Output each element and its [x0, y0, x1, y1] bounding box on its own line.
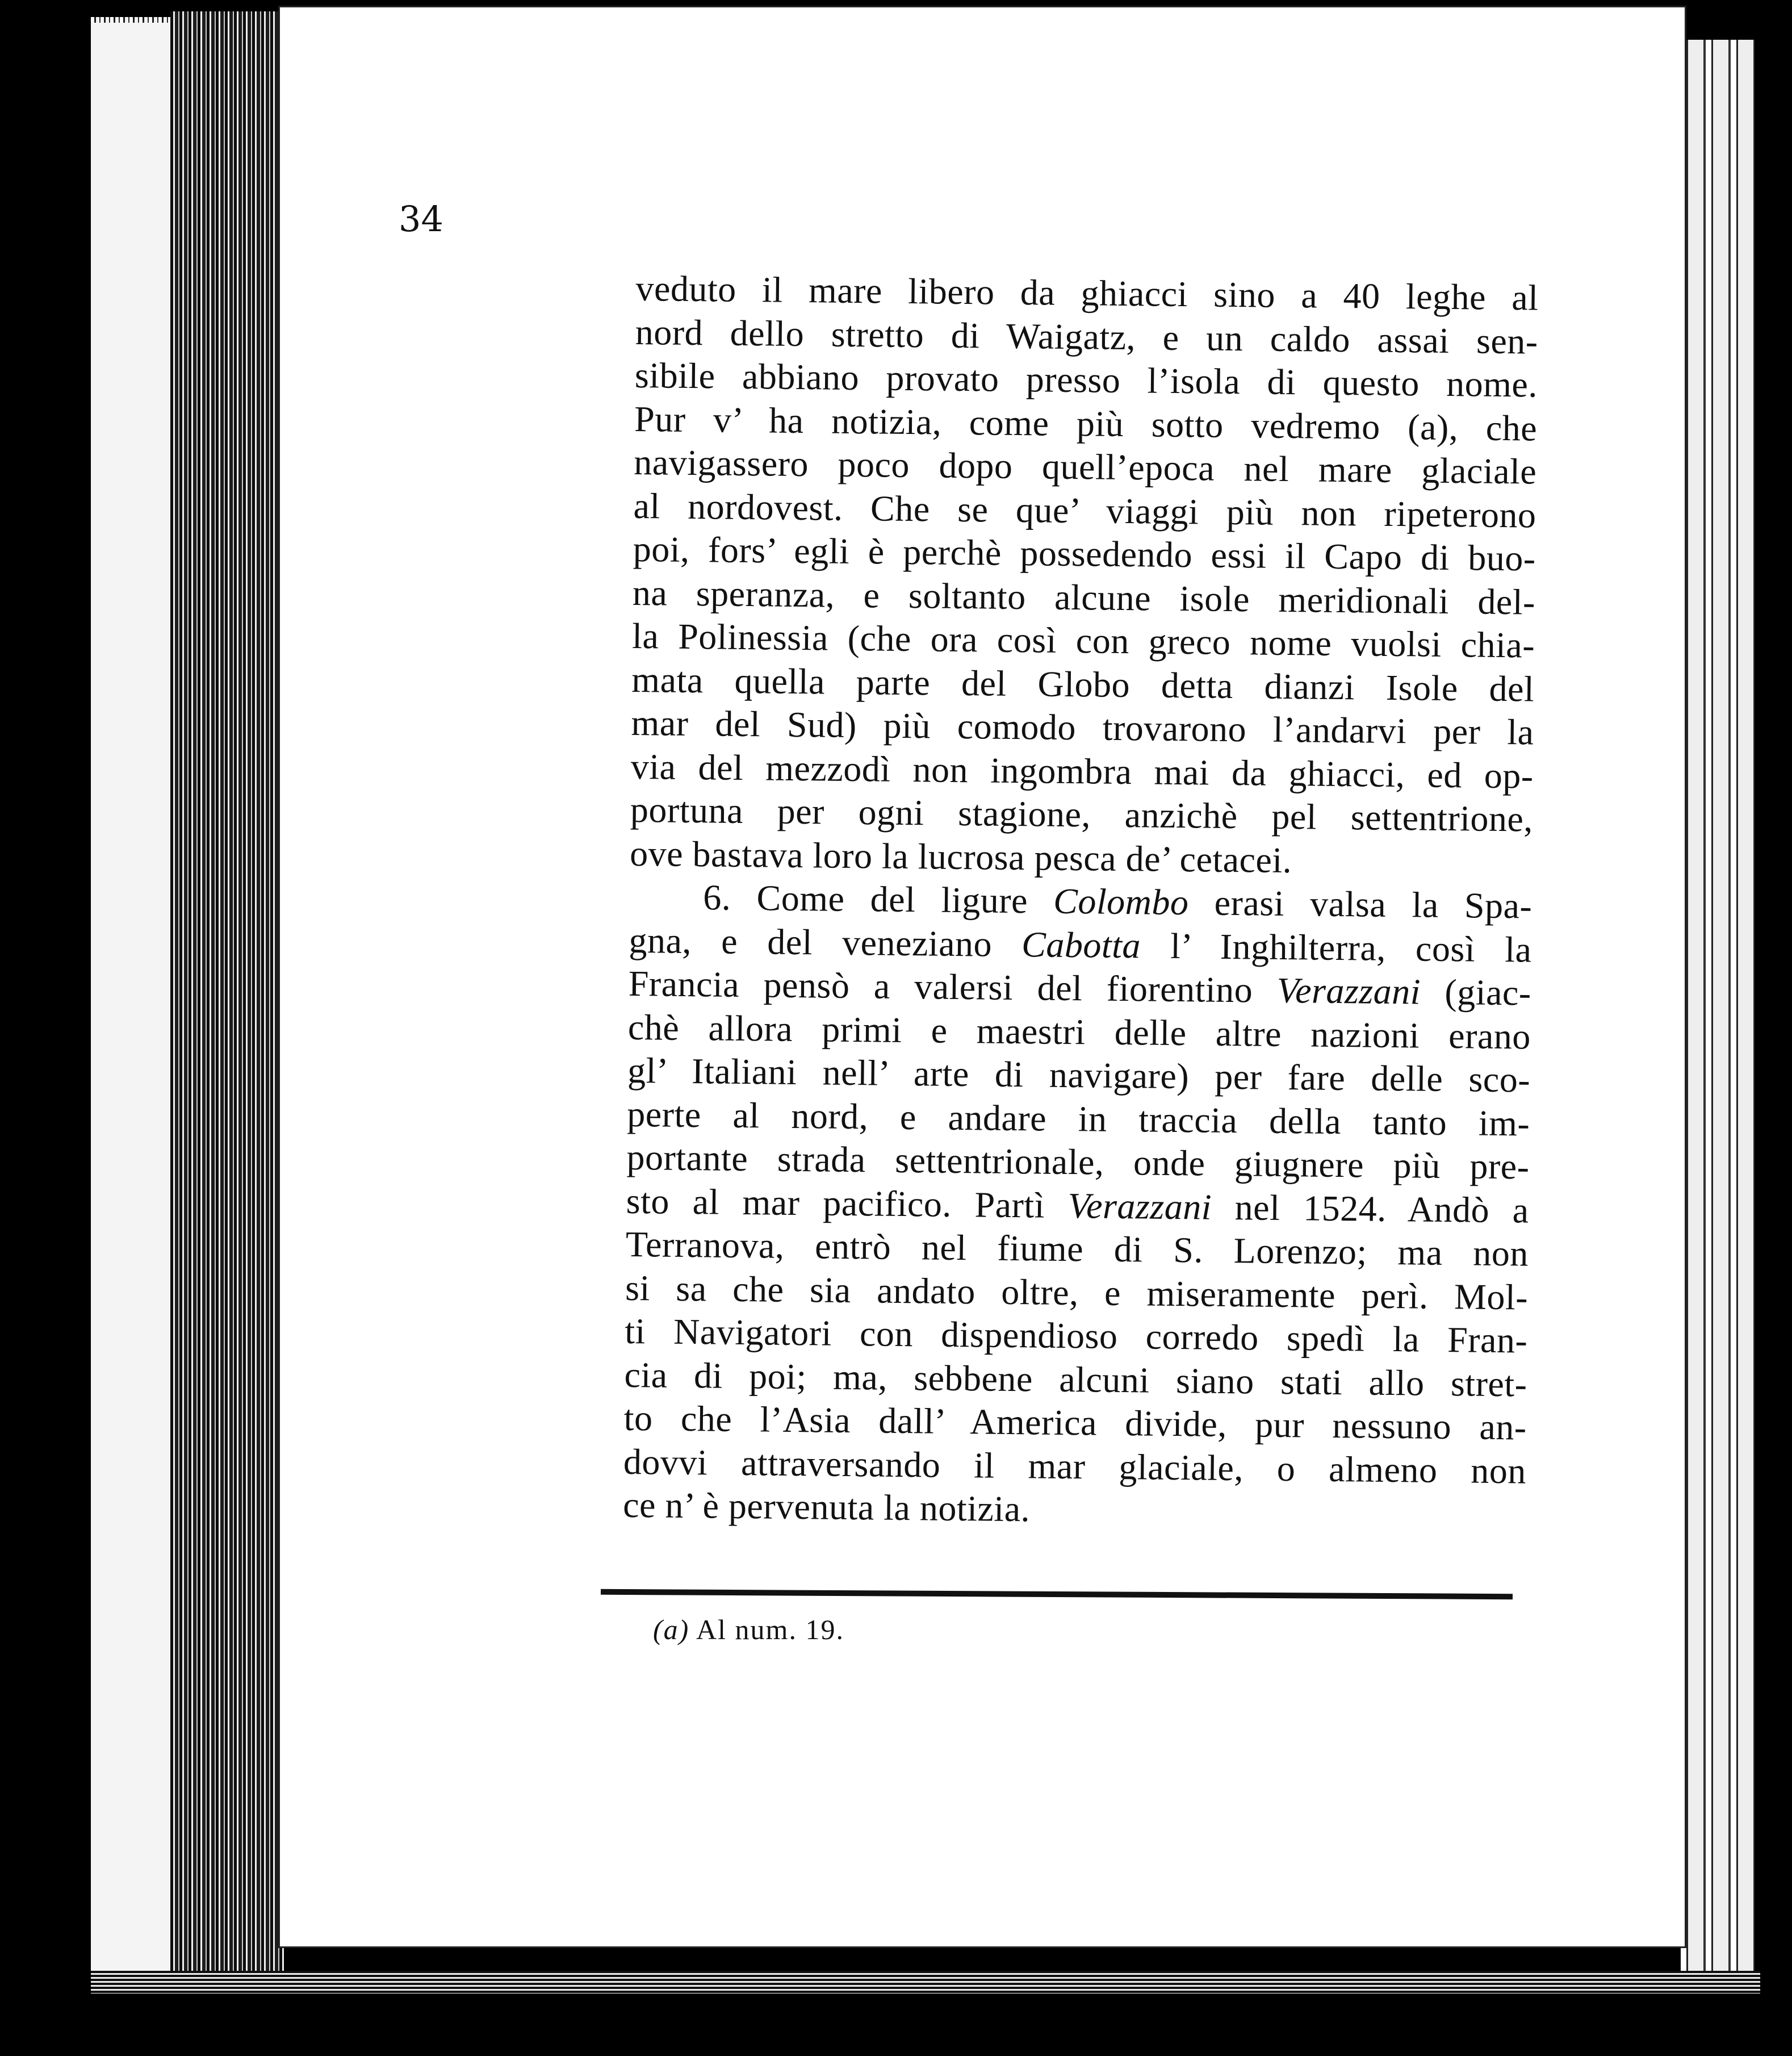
- text-line: la Polinessia (che ora così con greco nome vuolsi chia-: [631, 615, 1535, 666]
- bottom-page-edges: [91, 1971, 1760, 1994]
- text-run: l’ Inghilterra, così la: [1140, 925, 1532, 970]
- text-line: veduto il mare libero da ghiacci sino a 40 leghe al: [635, 268, 1539, 318]
- text-line: ti Navigatori con dispendioso corredo spedì la Fran-: [625, 1310, 1528, 1361]
- footnote-marker: (a): [653, 1614, 690, 1645]
- text-run: sto al mar pacifico. Partì: [626, 1180, 1069, 1226]
- text-line: al nordovest. Che se que’ viaggi più non ripeterono: [633, 485, 1536, 536]
- text-run: Francia pensò a valersi del fiorentino: [628, 963, 1278, 1010]
- text-line: to che l’Asia dall’ America divide, pur nessuno an-: [623, 1397, 1527, 1448]
- text-run: 6. Come del ligure: [703, 877, 1054, 921]
- text-line: ce n’ è pervenuta la notizia.: [622, 1484, 1031, 1530]
- text-line: chè allora primi e maestri delle altre nazioni erano: [627, 1006, 1531, 1057]
- text-line: dovvi attraversando il mar glaciale, o almeno non: [623, 1441, 1527, 1491]
- italic-name: Verazzani: [1276, 970, 1421, 1012]
- text-line: gl’ Italiani nell’ arte di navigare) per fare delle sco-: [627, 1050, 1531, 1100]
- page-number: 34: [399, 198, 443, 240]
- text-line: poi, fors’ egli è perchè possedendo essi il Capo di buo-: [633, 528, 1536, 579]
- italic-name: Colombo: [1053, 880, 1189, 923]
- text-line: portuna per ogni stagione, anzichè pel settentrione,: [630, 789, 1534, 839]
- right-page-edges: [1681, 40, 1755, 1994]
- text-line: si sa che sia andato oltre, e miseramente perì. Mol-: [625, 1267, 1529, 1318]
- text-line: sibile abbiano provato presso l’isola di questo nome.: [634, 354, 1538, 405]
- left-outer-page: [91, 23, 174, 1971]
- text-run: nel 1524. Andò a: [1211, 1186, 1530, 1231]
- text-line: portante strada settentrionale, onde giugnere più pre-: [626, 1136, 1530, 1187]
- text-line: na speranza, e soltanto alcune isole meridionali del-: [632, 572, 1536, 622]
- text-run: gna, e del veneziano: [629, 920, 1022, 964]
- footnote-text: Al num. 19.: [689, 1614, 844, 1645]
- text-line: navigassero poco dopo quell’epoca nel mare glaciale: [634, 441, 1537, 492]
- italic-name: Verazzani: [1067, 1185, 1212, 1227]
- text-line: cia di poi; ma, sebbene alcuni siano stati allo stret-: [624, 1354, 1527, 1405]
- text-line: nord dello stretto di Waigatz, e un caldo assai sen-: [635, 311, 1539, 362]
- text-line: mata quella parte del Globo detta dianzi Isole del: [631, 659, 1535, 709]
- text-line: via del mezzodì non ingombra mai da ghiacci, ed op-: [630, 746, 1534, 796]
- text-run: (giac-: [1420, 971, 1532, 1013]
- book-spine: [170, 11, 284, 1976]
- text-line: Pur v’ ha notizia, come più sotto vedremo (a), che: [634, 398, 1538, 449]
- text-line: mar del Sud) più comodo trovarono l’andarvi per la: [631, 702, 1534, 753]
- text-line: perte al nord, e andare in traccia della tanto im-: [627, 1093, 1530, 1144]
- footnote: [653, 1613, 844, 1646]
- text-line: Terranova, entrò nel fiume di S. Lorenzo; ma non: [625, 1223, 1529, 1274]
- italic-name: Cabotta: [1021, 923, 1141, 966]
- text-line: ove bastava loro la lucrosa pesca de’ cetacei.: [629, 833, 1292, 880]
- text-run: erasi valsa la Spa-: [1188, 882, 1533, 926]
- body-text: [623, 267, 1539, 1536]
